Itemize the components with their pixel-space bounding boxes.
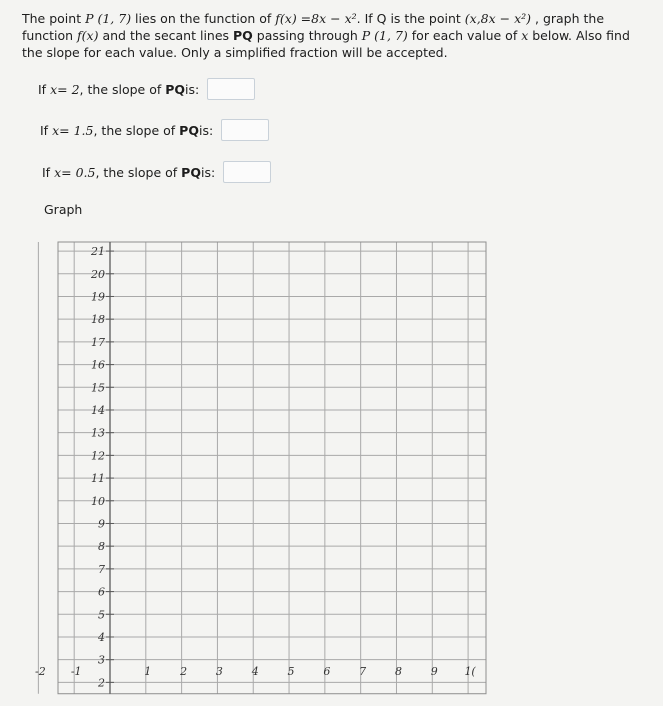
slope-answer-input-1[interactable] [207,78,255,100]
x-tick-label: 9 [430,665,438,679]
y-tick-label: 16 [91,358,105,372]
problem-text-2: lies on the function of [131,11,276,26]
question-pq: PQ [179,122,199,138]
y-tick-label: 6 [98,585,105,599]
question-tail: is: [200,164,216,180]
y-tick-label: 14 [91,403,105,417]
y-tick-label: 11 [91,472,105,486]
pq-label: PQ [233,28,253,43]
y-tick-label: 10 [91,494,105,508]
y-tick-label: 20 [91,267,105,281]
question-tail: is: [198,122,214,138]
graph-area[interactable] [35,236,502,706]
problem-statement [22,10,642,61]
y-tick-label: 4 [98,630,105,644]
question-value: = 1.5 [59,122,94,138]
function-expression: f(x) =8x − x² [275,11,357,26]
function-name: f(x) [77,28,99,43]
x-variable: x [521,28,529,43]
y-tick-label: 13 [91,426,105,440]
problem-text-7: for each value of [407,28,522,43]
question-prefix: If [40,122,49,138]
question-tail: is: [185,81,200,97]
y-tick-label: 21 [91,245,105,259]
graph-frame [58,242,486,694]
y-tick-label: 15 [91,381,105,395]
x-tick-label: 3 [215,665,223,679]
question-suffix: , the slope of [95,164,178,180]
question-value: = 2 [57,81,80,97]
point-p-second: P (1, 7) [361,28,408,43]
y-tick-label: 18 [91,313,105,327]
question-suffix: , the slope of [93,122,176,138]
question-prefix: If [38,81,47,97]
point-p: P (1, 7) [85,11,132,26]
question-var: x [50,81,58,97]
x-tick-label: 8 [394,665,402,679]
problem-text-5: and the secant lines [98,28,234,43]
y-tick-label: 12 [91,449,105,463]
x-tick-label: 1 [144,665,152,679]
x-tick-label: 1( [464,665,476,679]
problem-text-3: . If Q is the point [356,11,465,26]
question-var: x [54,164,62,180]
question-suffix: , the slope of [79,81,162,97]
x-tick-label: 6 [323,665,331,679]
y-tick-label: 3 [98,653,105,667]
x-tick-label: -2 [35,665,46,679]
question-value: = 0.5 [61,164,96,180]
y-tick-label: 5 [98,608,105,622]
problem-text-6: passing through [252,28,362,43]
slope-answer-input-3[interactable] [223,161,271,183]
graph-label: Graph [44,202,83,217]
question-pq: PQ [181,164,201,180]
question-pq: PQ [165,81,186,97]
slope-answer-input-2[interactable] [221,119,269,141]
question-row-3 [42,161,271,183]
y-tick-label: 19 [91,290,105,304]
question-row-2 [40,119,269,141]
y-tick-label: 9 [98,517,105,531]
y-tick-label: 2 [98,676,105,690]
y-tick-label: 17 [91,335,105,349]
problem-text-4: , graph the function [22,11,605,43]
x-tick-label: 4 [251,665,259,679]
question-prefix: If [42,164,51,180]
x-tick-label: -1 [70,665,82,679]
x-tick-label: 5 [287,665,295,679]
question-var: x [52,122,60,138]
question-row-1 [38,78,255,100]
problem-text-1: The point [22,11,86,26]
graph-canvas[interactable] [35,236,502,700]
x-tick-label: 2 [180,665,188,679]
point-q: (x,8x − x²) [464,11,532,26]
y-tick-label: 7 [98,562,105,576]
y-tick-label: 8 [98,540,105,554]
x-tick-label: 7 [359,665,367,679]
problem-text-8: below. Also find the slope for each value. Only a simplified fraction will be accepted. [22,28,630,60]
